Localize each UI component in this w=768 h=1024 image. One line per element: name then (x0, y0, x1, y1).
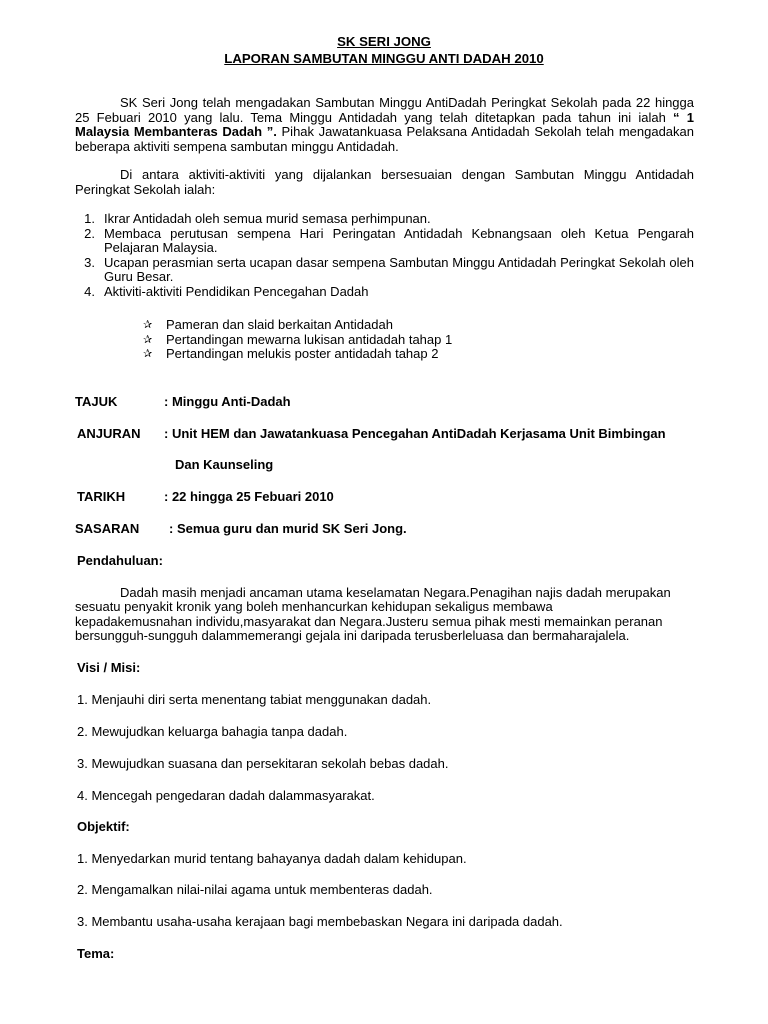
pendahuluan-heading: Pendahuluan: (77, 553, 163, 568)
list-item (143, 318, 703, 333)
list-text: Ucapan perasmian serta ucapan dasar sempena Sambutan Minggu Antidadah Peringkat Sekolah oleh Guru Besar. (104, 254, 694, 284)
activities-list (75, 212, 694, 299)
list-text: Pameran dan slaid berkaitan Antidadah (166, 317, 393, 332)
field-value: : 22 hingga 25 Febuari 2010 (164, 489, 334, 504)
pendahuluan-line: Dadah masih menjadi ancaman utama keselamatan Negara.Penagihan najis dadah merupakan (120, 585, 671, 600)
field-label: SASARAN (75, 521, 140, 536)
visi-misi-item: 3. Mewujudkan suasana dan persekitaran sekolah bebas dadah. (77, 756, 449, 771)
visi-misi-heading: Visi / Misi: (77, 660, 141, 675)
field-label: ANJURAN (77, 426, 141, 441)
activities-intro-text: Di antara aktiviti-aktiviti yang dijalankan bersesuaian dengan Sambutan Minggu Antidadah Peringkat Sekolah ialah: (75, 167, 694, 197)
star-bullet-icon: ✰ (143, 319, 153, 331)
intro-paragraph (75, 96, 694, 154)
pendahuluan-line: kepadakemusnahan individu,masyarakat dan Negara.Justeru semua pihak mesti memainkan peranan (75, 614, 663, 629)
list-number: 4. (84, 283, 95, 299)
field-value: : Semua guru dan murid SK Seri Jong. (169, 521, 407, 536)
list-text: Ikrar Antidadah oleh semua murid semasa perhimpunan. (104, 211, 431, 226)
list-item (75, 256, 694, 285)
field-label: TARIKH (77, 489, 126, 504)
report-title: LAPORAN SAMBUTAN MINGGU ANTI DADAH 2010 (224, 51, 544, 66)
field-value: : Minggu Anti-Dadah (164, 394, 291, 409)
intro-text-1: SK Seri Jong telah mengadakan Sambutan Minggu AntiDadah Peringkat Sekolah pada 22 hingga 25 Febuari 2010 yang lalu. Tema Minggu Antidadah yang telah ditetapkan pada tahun ini ialah (75, 95, 694, 125)
list-item (143, 347, 703, 362)
activities-intro (75, 168, 694, 197)
sub-activities-list (143, 318, 703, 362)
list-text: Membaca perutusan sempena Hari Peringatan Antidadah Kebnangsaan oleh Ketua Pengarah Pelajaran Malaysia. (104, 225, 694, 255)
objektif-item: 2. Mengamalkan nilai-nilai agama untuk membenteras dadah. (77, 882, 433, 897)
visi-misi-item: 1. Menjauhi diri serta menentang tabiat menggunakan dadah. (77, 692, 432, 707)
field-value: : Unit HEM dan Jawatankuasa Pencegahan AntiDadah Kerjasama Unit Bimbingan (164, 426, 666, 441)
field-label: TAJUK (75, 394, 118, 409)
list-number: 1. (84, 211, 95, 226)
star-bullet-icon: ✰ (143, 333, 153, 346)
list-item (75, 285, 694, 300)
objektif-item: 1. Menyedarkan murid tentang bahayanya dadah dalam kehidupan. (77, 851, 467, 866)
star-bullet-icon: ✰ (143, 348, 153, 360)
school-name: SK SERI JONG (337, 34, 431, 49)
list-number: 2. (84, 225, 95, 241)
list-item (143, 333, 703, 348)
pendahuluan-line: bersungguh-sungguh dalammemerangi gejala ini daripada terusberleluasa dan bermaharajalela. (75, 628, 630, 643)
visi-misi-item: 2. Mewujudkan keluarga bahagia tanpa dadah. (77, 724, 348, 739)
list-item (75, 212, 694, 227)
objektif-heading: Objektif: (77, 819, 130, 834)
tema-heading: Tema: (77, 946, 115, 961)
list-item (75, 227, 694, 256)
list-text: Pertandingan melukis poster antidadah tahap 2 (166, 346, 439, 361)
list-text: Pertandingan mewarna lukisan antidadah tahap 1 (166, 331, 453, 347)
intro-theme: “ 1 Malaysia Membanteras Dadah ”. (75, 109, 694, 139)
list-text: Aktiviti-aktiviti Pendidikan Pencegahan Dadah (104, 283, 369, 299)
pendahuluan-line: sesuatu penyakit kronik yang boleh menhancurkan kehidupan sekaligus membawa (75, 599, 553, 614)
visi-misi-item: 4. Mencegah pengedaran dadah dalammasyarakat. (77, 788, 375, 803)
list-number: 3. (84, 254, 95, 270)
field-value-continued: Dan Kaunseling (175, 457, 274, 472)
objektif-item: 3. Membantu usaha-usaha kerajaan bagi membebaskan Negara ini daripada dadah. (77, 914, 563, 929)
intro-text-2: Pihak Jawatankuasa Pelaksana Antidadah Sekolah telah mengadakan beberapa aktiviti sempena sambutan minggu Antidadah. (75, 124, 694, 154)
